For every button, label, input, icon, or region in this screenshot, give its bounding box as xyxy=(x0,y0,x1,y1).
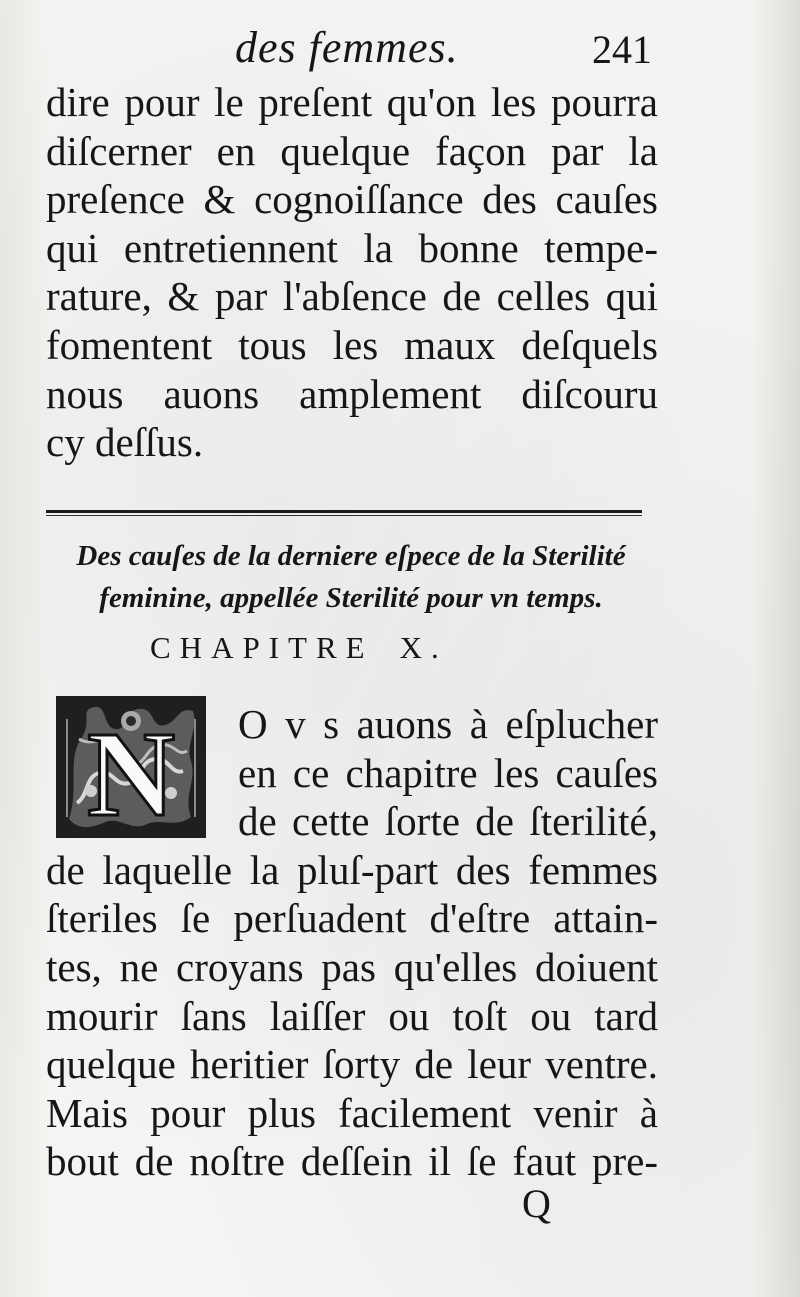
text-line: rature, & par l'abſence de celles qui xyxy=(46,273,658,320)
text-line: bout de noſtre deſſein il ſe faut pre- xyxy=(46,1138,658,1185)
text-line: diſcerner en quelque façon par la xyxy=(46,127,658,174)
text-line: O v s auons à eſplucher xyxy=(238,701,658,747)
text-line: nous auons amplement diſcouru xyxy=(46,370,658,417)
text-line: tes, ne croyans pas qu'elles doiuent xyxy=(46,943,658,990)
text-line: fomentent tous les maux deſquels xyxy=(46,321,658,368)
section-heading-line: feminine, appellée Sterilité pour vn temps. xyxy=(99,582,603,614)
text-line: mourir ſans laiſſer ou toſt ou tard xyxy=(46,992,658,1039)
top-paragraph xyxy=(46,78,658,467)
section-heading xyxy=(46,535,656,619)
running-head xyxy=(0,18,800,78)
text-line: quelque heritier ſorty de leur ventre. xyxy=(46,1041,658,1088)
text-line: cy deſſus. xyxy=(46,419,204,466)
chapter-number: X. xyxy=(399,630,448,665)
drop-cap-letter: N xyxy=(86,707,176,835)
catchword: Q xyxy=(522,1181,551,1226)
text-line: de cette ſorte de ſterilité, xyxy=(238,798,658,845)
text-line: ſteriles ſe perſuadent d'eſtre attain- xyxy=(46,895,658,942)
rule-thick xyxy=(46,510,642,513)
text-line: de laquelle la pluſ-part des femmes xyxy=(46,846,658,893)
running-title: des femmes. xyxy=(235,23,459,72)
text-line: qui entretiennent la bonne tempe- xyxy=(46,224,658,271)
text-line: preſence & cognoiſſance des cauſes xyxy=(46,176,658,223)
chapter-label: CHAPITRE xyxy=(150,630,374,665)
text-line: Mais pour plus facilement venir à xyxy=(46,1089,658,1136)
text-line: dire pour le preſent qu'on les pourra xyxy=(46,79,658,125)
chapter-heading xyxy=(150,630,570,666)
rule-thin xyxy=(46,515,642,516)
page-number: 241 xyxy=(592,27,652,72)
text-line: en ce chapitre les cauſes xyxy=(238,749,658,796)
section-heading-line: Des cauſes de la derniere eſpece de la Sterilité xyxy=(76,540,626,572)
chapter-paragraph xyxy=(46,700,658,1186)
section-rule xyxy=(46,508,642,518)
